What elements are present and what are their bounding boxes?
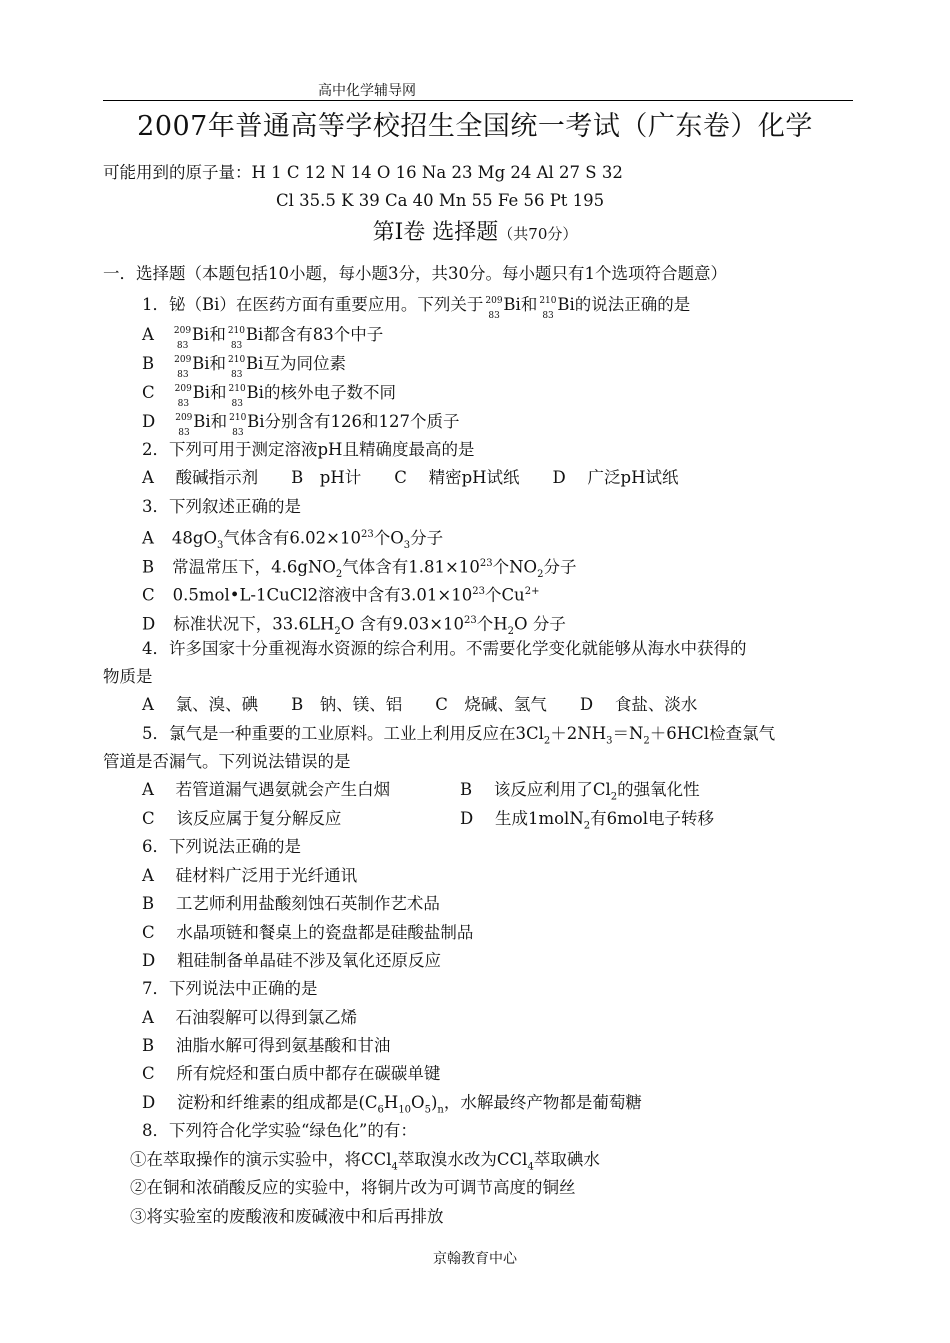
q5-option-b: B 该反应利用了$Cl_2$的强氧化性 (460, 780, 700, 803)
q3-option-b: B 常温常压下，4.6gNO$_2$气体含有$1.81\times 10^{23}$个$NO_2$分子 (142, 557, 577, 580)
q5-option-a: A 若管道漏气遇氨就会产生白烟 (142, 780, 391, 799)
q4-stem-line-1: 4．许多国家十分重视海水资源的综合利用。不需要化学变化就能够从海水中获得的 (142, 639, 747, 658)
q1-option-a: A 209 83 Bi和 210 83 Bi都含有83个中子 (142, 325, 384, 351)
header-rule (103, 100, 853, 101)
q3-option-a: A $48gO_3$气体含有$6.02\times 10^{23}$个$O_3$分子 (142, 528, 444, 551)
q2-options: A 酸碱指示剂 B pH计 C 精密pH试纸 D 广泛pH试纸 (142, 468, 679, 487)
q1-option-d: D 209 83 Bi和 210 83 Bi分别含有126和127个质子 (142, 412, 460, 438)
q8-stem: 8．下列符合化学实验“绿色化”的有： (142, 1121, 417, 1140)
atomic-masses-line-1: 可能用到的原子量：H 1 C 12 N 14 O 16 Na 23 Mg 24 Al 27 S 32 (103, 163, 623, 182)
q3-option-d: D 标准状况下，$33.6LH_2O$ 含有$9.03\times 10^{23}$个$H_2O$ 分子 (142, 614, 566, 637)
section-title (0, 215, 950, 246)
q6-option-c: C 水晶项链和餐桌上的瓷盘都是硅酸盐制品 (142, 923, 474, 942)
q6-stem: 6．下列说法正确的是 (142, 837, 301, 856)
atomic-masses-line-2: Cl 35.5 K 39 Ca 40 Mn 55 Fe 56 Pt 195 (276, 191, 605, 210)
section-title-main: 第Ⅰ卷 选择题 (372, 220, 499, 245)
q3-stem: 3．下列叙述正确的是 (142, 497, 301, 516)
q5-option-d: D 生成1molN$_2$有6mol电子转移 (460, 809, 715, 832)
footer-center: 京翰教育中心 (433, 1251, 517, 1267)
exam-title: 2007年普通高等学校招生全国统一考试（广东卷）化学 (137, 111, 813, 142)
isotope-bi209: 209 83 (485, 296, 503, 321)
q6-option-d: D 粗硅制备单晶硅不涉及氧化还原反应 (142, 951, 441, 970)
q8-item-3: ③将实验室的废酸液和废碱液中和后再排放 (130, 1207, 444, 1226)
q4-stem-line-2: 物质是 (103, 667, 153, 686)
isotope-bi210: 210 83 (539, 296, 557, 321)
q7-option-a: A 石油裂解可以得到氯乙烯 (142, 1008, 358, 1027)
q7-option-d: D 淀粉和纤维素的组成都是$(C_6H_{10}O_5)_n$，水解最终产物都是葡萄糖 (142, 1093, 642, 1116)
q1-option-c: C 209 83 Bi和 210 83 Bi的核外电子数不同 (142, 383, 396, 409)
q6-option-b: B 工艺师利用盐酸刻蚀石英制作艺术品 (142, 894, 440, 913)
q5-option-c: C 该反应属于复分解反应 (142, 809, 342, 828)
q5-stem-line-1: 5．氯气是一种重要的工业原料。工业上利用反应在$3Cl_2+2NH_3=N_2+6HCl$检查氯气 (142, 724, 776, 747)
q7-option-c: C 所有烷烃和蛋白质中都存在碳碳单键 (142, 1064, 441, 1083)
q6-option-a: A 硅材料广泛用于光纤通讯 (142, 866, 358, 885)
q2-stem: 2．下列可用于测定溶液pH且精确度最高的是 (142, 440, 475, 459)
header-site-name: 高中化学辅导网 (318, 83, 416, 99)
q8-item-2: ②在铜和浓硝酸反应的实验中，将铜片改为可调节高度的铜丝 (130, 1178, 576, 1197)
q7-stem: 7．下列说法中正确的是 (142, 979, 318, 998)
q1-option-b: B 209 83 Bi和 210 83 Bi互为同位素 (142, 354, 346, 380)
section-title-score: （共70分） (498, 225, 578, 243)
q7-option-b: B 油脂水解可得到氨基酸和甘油 (142, 1036, 391, 1055)
q1-stem: 1．铋（Bi）在医药方面有重要应用。下列关于 209 83 Bi和 210 83 Bi的说法正确的是 (142, 295, 691, 321)
q8-item-1: ①在萃取操作的演示实验中，将CCl$_4$萃取溴水改为CCl$_4$萃取碘水 (130, 1150, 600, 1173)
q1-stem-text: 1．铋（Bi）在医药方面有重要应用。下列关于 (142, 295, 484, 314)
q5-stem-line-2: 管道是否漏气。下列说法错误的是 (103, 752, 351, 771)
q3-option-c: C 0.5mol•L-1CuCl2溶液中含有$3.01\times 10^{23}$个$Cu^{2+}$ (142, 585, 540, 605)
part1-intro: 一．选择题（本题包括10小题，每小题3分，共30分。每小题只有1个选项符合题意） (103, 264, 727, 283)
q4-options: A 氯、溴、碘 B 钠、镁、铝 C 烧碱、氢气 D 食盐、淡水 (142, 695, 698, 714)
